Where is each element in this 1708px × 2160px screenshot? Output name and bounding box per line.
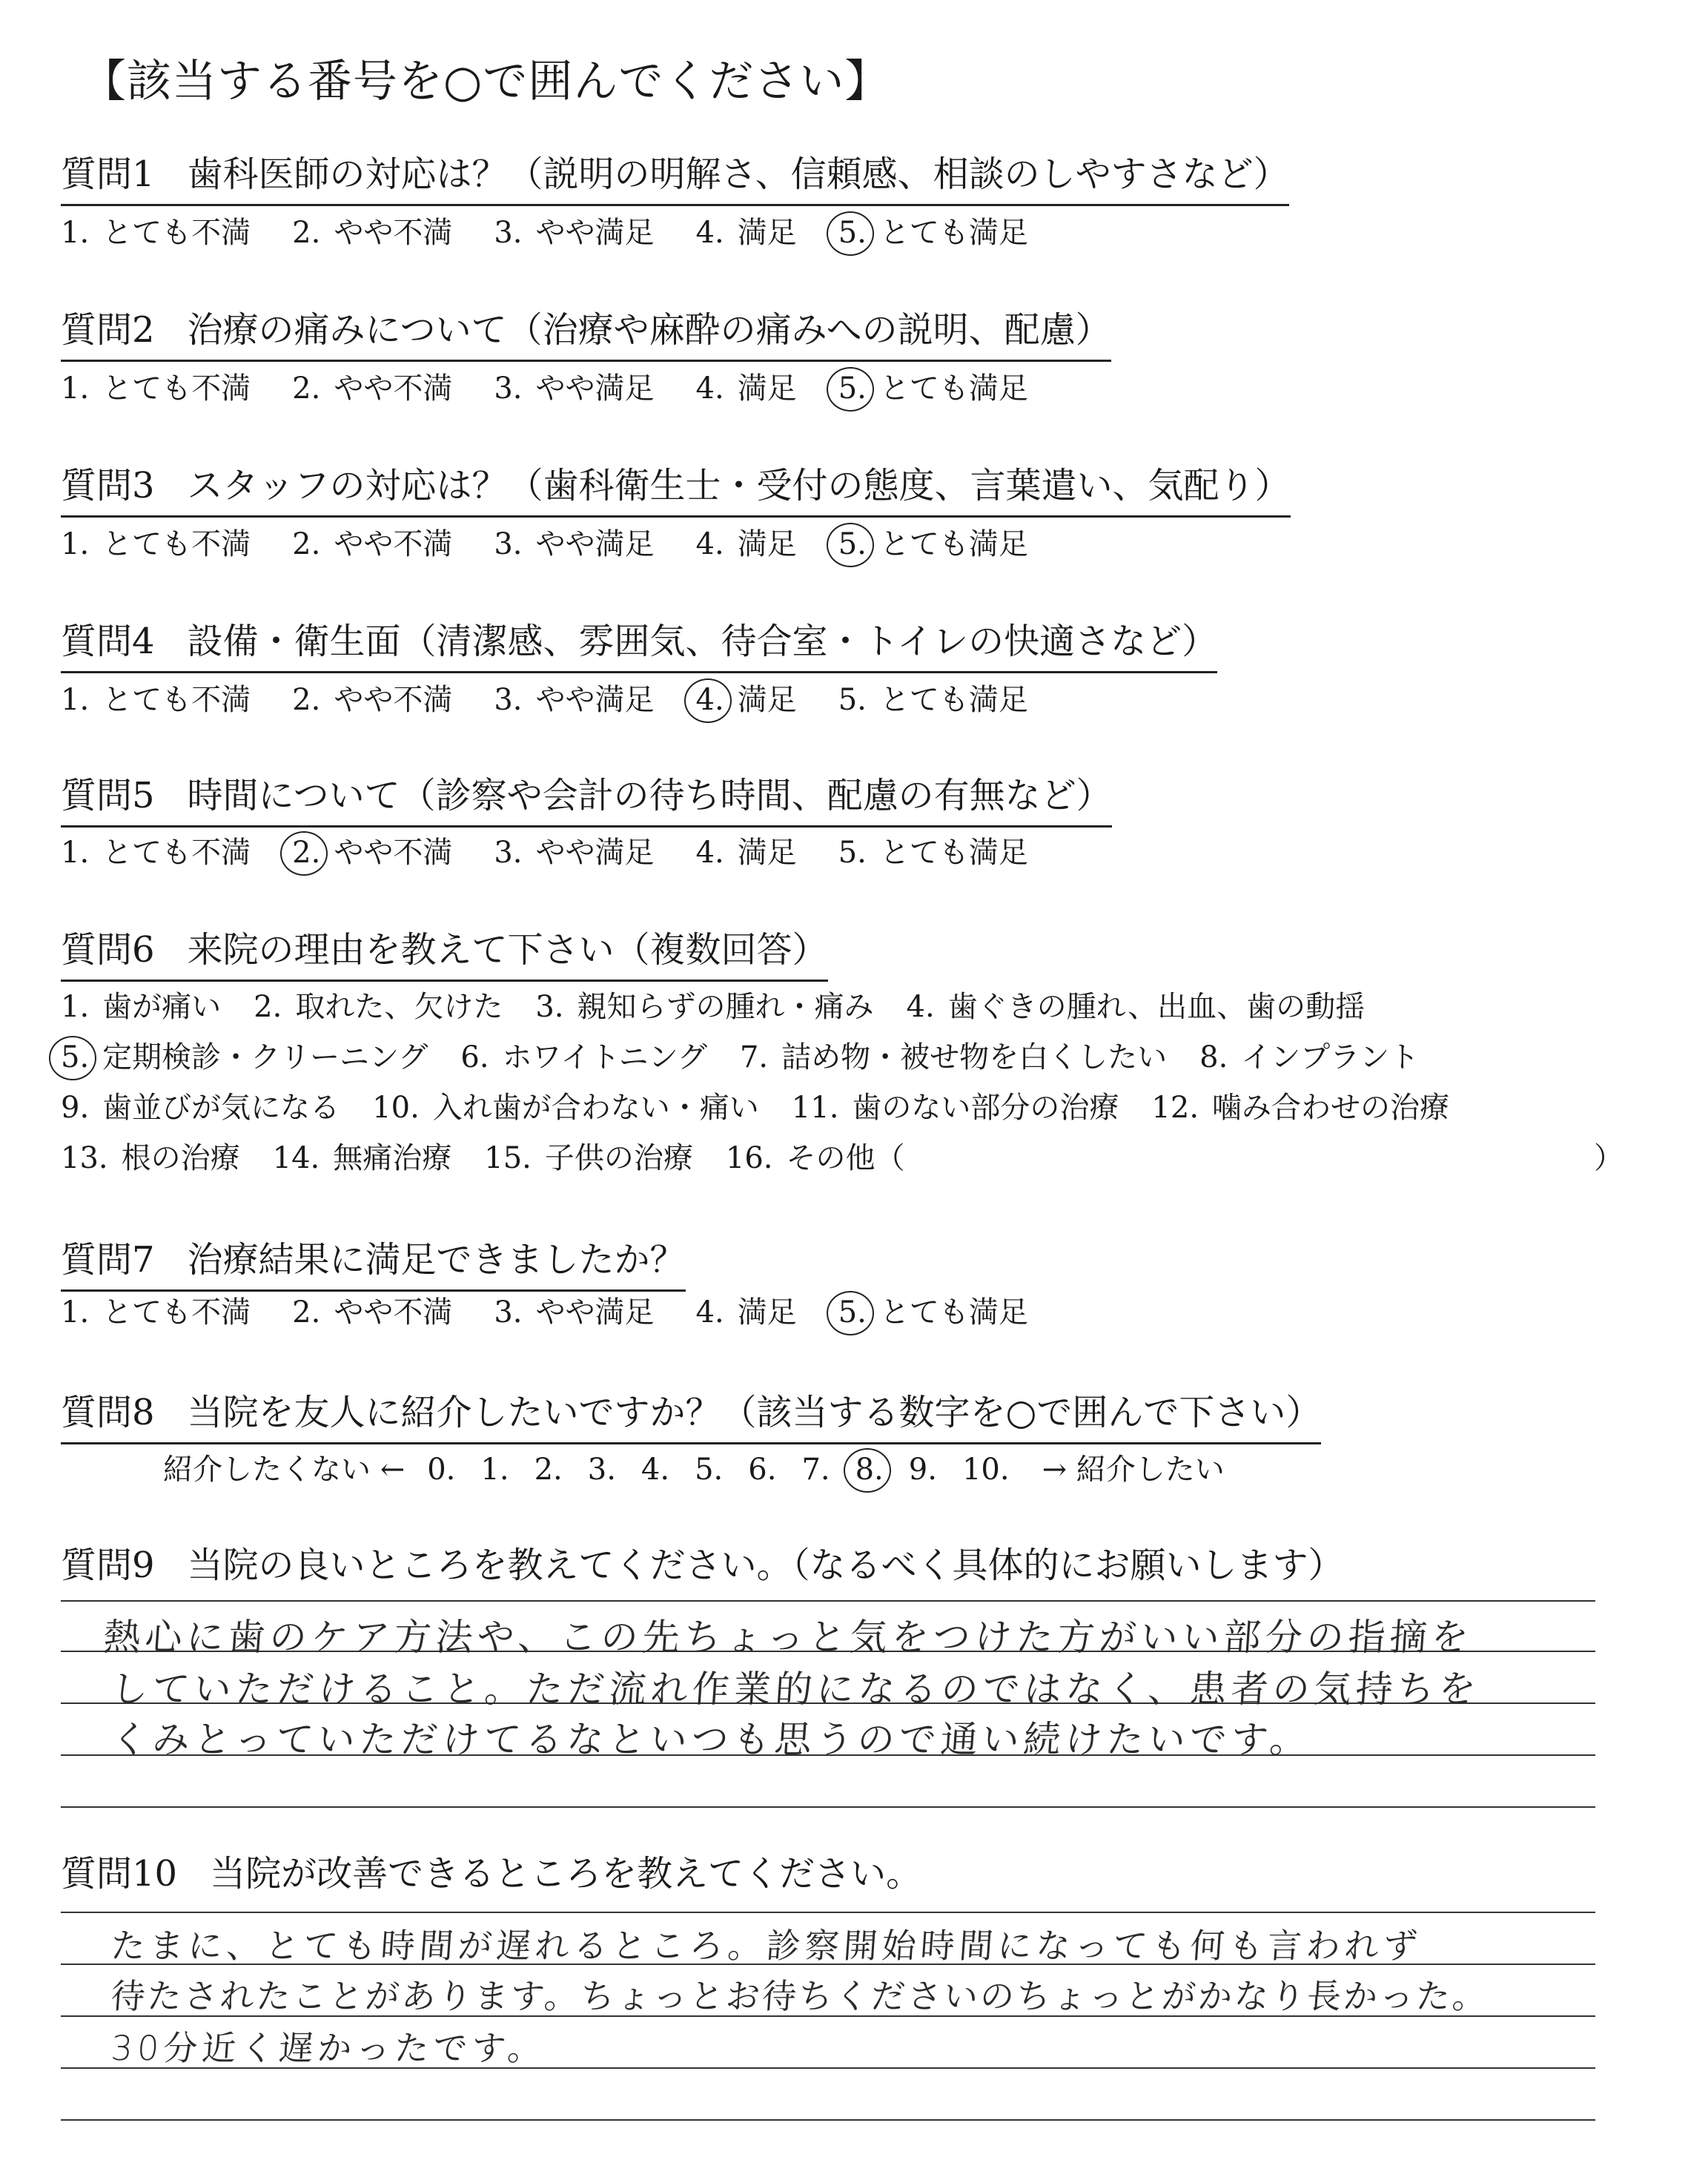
option-1[interactable]: 1. とても不満	[61, 683, 251, 717]
option-4[interactable]: 4. 満足	[695, 836, 797, 870]
question-7-text: 治療結果に満足できましたか？	[187, 1239, 686, 1281]
answer-line	[61, 1806, 1595, 1808]
scale-option-3[interactable]: 3.	[587, 1453, 616, 1487]
scale-option-7[interactable]: 7.	[801, 1453, 830, 1487]
scale-option-10[interactable]: 10.	[961, 1453, 1010, 1487]
question-7-title	[61, 1231, 686, 1292]
question-8-title	[61, 1384, 1321, 1444]
option-1[interactable]: 1. とても不満	[61, 527, 251, 561]
q9-answer-line-1: 熱心に歯のケア方法や、この先ちょっと気をつけた方がいい部分の指摘を	[102, 1616, 1474, 1659]
option-1[interactable]: 1. とても不満	[61, 371, 251, 406]
option-3[interactable]: 3. やや満足	[494, 527, 655, 561]
option-2[interactable]: 2. やや不満	[292, 527, 453, 561]
scale-option-0[interactable]: 0.	[427, 1453, 456, 1487]
reason-option-5[interactable]: 5. 定期検診・クリーニング	[61, 1040, 428, 1074]
scale-option-9[interactable]: 9.	[908, 1453, 937, 1487]
q10-answer-line-2: 待たされたことがあります。ちょっとお待ちくださいのちょっとがかなり長かった。	[109, 1976, 1491, 2016]
q9-answer-line-2: していただけること。ただ流れ作業的になるのではなく、患者の気持ちを	[109, 1668, 1482, 1711]
page-title: 【該当する番号を○で囲んでください】	[82, 56, 890, 108]
question-1-label: 質問1	[61, 153, 155, 195]
question-6-label: 質問6	[61, 929, 155, 971]
question-6-other-close: ）	[1594, 1141, 1623, 1175]
reason-option-1[interactable]: 1. 歯が痛い	[61, 990, 222, 1024]
option-1[interactable]: 1. とても不満	[61, 1295, 251, 1330]
scale-option-6[interactable]: 6.	[748, 1453, 777, 1487]
question-6-text: 来院の理由を教えて下さい（複数回答）	[187, 929, 828, 971]
question-9-label: 質問9	[61, 1545, 155, 1586]
option-1[interactable]: 1. とても不満	[61, 836, 251, 870]
option-5[interactable]: 5. とても満足	[838, 527, 1028, 561]
reason-option-10[interactable]: 10. 入れ歯が合わない・痛い	[372, 1091, 759, 1125]
option-5[interactable]: 5. とても満足	[838, 371, 1028, 406]
scale-option-8[interactable]: 8.	[855, 1453, 884, 1487]
question-6-row	[61, 1084, 1482, 1126]
option-2[interactable]: 2. やや不満	[292, 683, 453, 717]
option-2[interactable]: 2. やや不満	[292, 371, 453, 406]
reason-option-4[interactable]: 4. 歯ぐきの腫れ、出血、歯の動揺	[906, 990, 1366, 1024]
q10-answer-line-3: 30分近く遅かったです。	[109, 2028, 548, 2068]
option-4[interactable]: 4. 満足	[695, 371, 797, 406]
reason-option-16[interactable]: 16. その他（	[725, 1141, 905, 1175]
reason-option-3[interactable]: 3. 親知らずの腫れ・痛み	[535, 990, 874, 1024]
question-2-text: 治療の痛みについて（治療や麻酔の痛みへの説明、配慮）	[187, 309, 1111, 351]
option-3[interactable]: 3. やや満足	[494, 1295, 655, 1330]
question-5-options	[61, 829, 1070, 871]
question-4-text: 設備・衛生面（清潔感、雰囲気、待合室・トイレの快適さなど）	[187, 621, 1218, 662]
q9-answer-line-3: くみとっていただけてるなといつも思うので通い続けたいです。	[109, 1718, 1313, 1761]
question-10-text: 当院が改善できるところを教えてください。	[210, 1853, 922, 1895]
question-1-title	[61, 145, 1289, 206]
reason-option-14[interactable]: 14. 無痛治療	[272, 1141, 452, 1175]
question-1-text: 歯科医師の対応は？（説明の明解さ、信頼感、相談のしやすさなど）	[187, 153, 1289, 195]
option-3[interactable]: 3. やや満足	[494, 836, 655, 870]
question-4-label: 質問4	[61, 621, 155, 662]
question-6-title	[61, 921, 828, 982]
option-4[interactable]: 4. 満足	[695, 216, 797, 250]
question-2-title	[61, 301, 1111, 362]
question-5-text: 時間について（診察や会計の待ち時間、配慮の有無など）	[187, 775, 1112, 816]
reason-option-12[interactable]: 12. 噛み合わせの治療	[1151, 1091, 1450, 1125]
option-5[interactable]: 5. とても満足	[838, 216, 1028, 250]
option-3[interactable]: 3. やや満足	[494, 683, 655, 717]
question-8-text: 当院を友人に紹介したいですか？（該当する数字を○で囲んで下さい）	[187, 1392, 1322, 1433]
option-2[interactable]: 2. やや不満	[292, 836, 453, 870]
option-4[interactable]: 4. 満足	[695, 527, 797, 561]
question-9-text: 当院の良いところを教えてください。（なるべく具体的にお願いします）	[187, 1545, 1344, 1586]
question-2-label: 質問2	[61, 309, 155, 351]
option-2[interactable]: 2. やや不満	[292, 1295, 453, 1330]
question-8-label: 質問8	[61, 1392, 155, 1433]
answer-line	[61, 1600, 1595, 1602]
option-5[interactable]: 5. とても満足	[838, 836, 1028, 870]
option-1[interactable]: 1. とても不満	[61, 216, 251, 250]
scale-option-4[interactable]: 4.	[640, 1453, 670, 1487]
question-2-options	[61, 365, 1070, 407]
question-5-title	[61, 767, 1112, 828]
option-3[interactable]: 3. やや満足	[494, 216, 655, 250]
question-10-title	[61, 1845, 921, 1903]
answer-line	[61, 2119, 1595, 2121]
question-6-row	[61, 983, 1397, 1025]
scale-option-5[interactable]: 5.	[695, 1453, 724, 1487]
option-2[interactable]: 2. やや不満	[292, 216, 453, 250]
scale-numbers	[427, 1453, 1034, 1487]
question-6-row	[61, 1135, 938, 1177]
reason-option-9[interactable]: 9. 歯並びが気になる	[61, 1091, 340, 1125]
question-6-row	[61, 1034, 1452, 1076]
scale-option-1[interactable]: 1.	[480, 1453, 509, 1487]
option-4[interactable]: 4. 満足	[695, 1295, 797, 1330]
reason-option-7[interactable]: 7. 詰め物・被せ物を白くしたい	[739, 1040, 1168, 1074]
answer-line	[61, 1912, 1595, 1913]
question-3-text: スタッフの対応は？（歯科衛生士・受付の態度、言葉遣い、気配り）	[187, 465, 1291, 506]
option-5[interactable]: 5. とても満足	[838, 683, 1028, 717]
reason-option-6[interactable]: 6. ホワイトニング	[460, 1040, 707, 1074]
question-7-label: 質問7	[61, 1239, 155, 1281]
reason-option-8[interactable]: 8. インプラント	[1199, 1040, 1420, 1074]
reason-option-11[interactable]: 11. 歯のない部分の治療	[791, 1091, 1119, 1125]
question-3-options	[61, 521, 1070, 563]
scale-right-label: → 紹介したい	[1042, 1453, 1225, 1487]
scale-option-2[interactable]: 2.	[534, 1453, 563, 1487]
scale-left-label: 紹介したくない ←	[163, 1453, 406, 1487]
reason-option-15[interactable]: 15. 子供の治療	[484, 1141, 693, 1175]
option-5[interactable]: 5. とても満足	[838, 1295, 1028, 1330]
question-5-label: 質問5	[61, 775, 155, 816]
question-10-label: 質問10	[61, 1853, 178, 1895]
question-4-title	[61, 612, 1217, 673]
option-4[interactable]: 4. 満足	[695, 683, 797, 717]
question-3-title	[61, 457, 1291, 518]
question-8-scale	[163, 1446, 1225, 1488]
question-7-options	[61, 1289, 1070, 1331]
reason-option-2[interactable]: 2. 取れた、欠けた	[254, 990, 503, 1024]
reason-option-13[interactable]: 13. 根の治療	[61, 1141, 240, 1175]
question-4-options	[61, 676, 1070, 719]
question-1-options	[61, 209, 1070, 251]
question-3-label: 質問3	[61, 465, 155, 506]
option-3[interactable]: 3. やや満足	[494, 371, 655, 406]
q10-answer-line-1: たまに、とても時間が遅れるところ。診察開始時間になっても何も言われず	[109, 1926, 1423, 1966]
question-9-title	[61, 1536, 1344, 1595]
